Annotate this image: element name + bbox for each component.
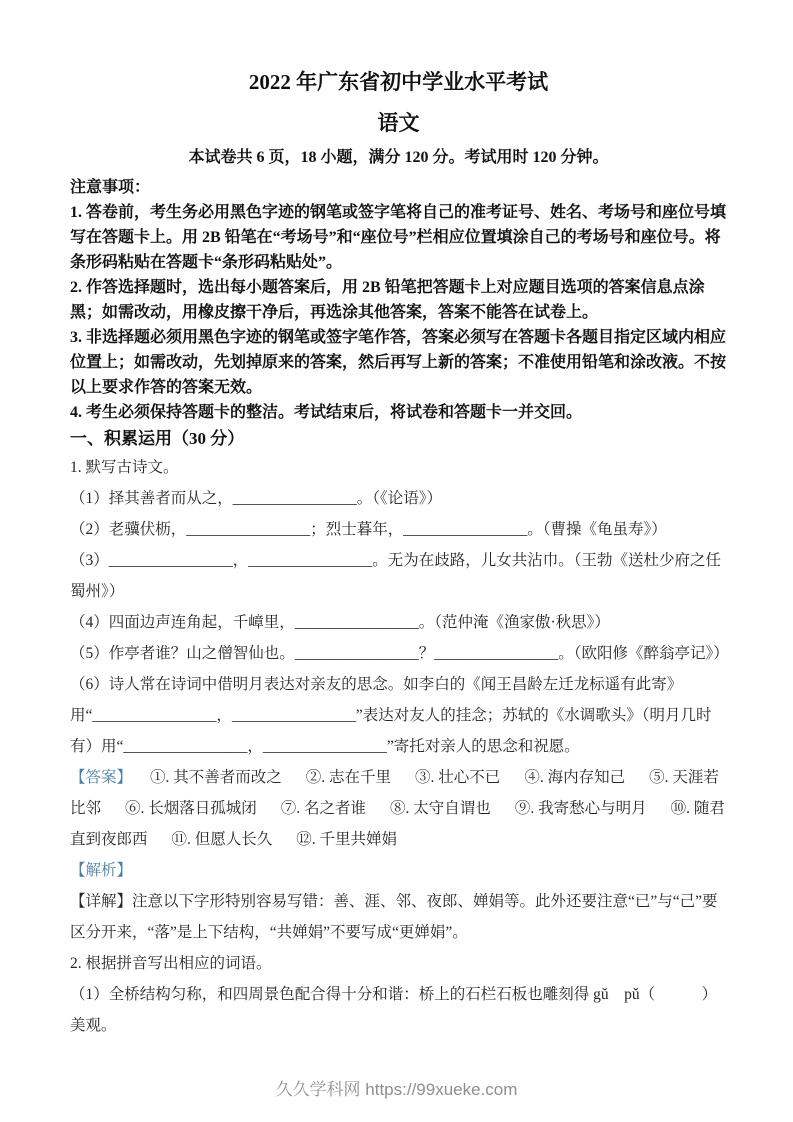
- analysis-label: 【解析】: [70, 862, 133, 879]
- exam-title: 2022 年广东省初中学业水平考试: [248, 70, 549, 94]
- answer-item: ⑪. 但愿人长久: [171, 831, 273, 848]
- answer-item: ⑫. 千里共婵娟: [296, 831, 398, 848]
- answer-item: ⑨. 我寄愁心与明月: [514, 800, 647, 817]
- question-area: [70, 452, 727, 1041]
- q1-item-5: （5）作亭者谁？山之僧智仙也。________________？________________。（欧阳修《醉翁亭记》）: [70, 645, 729, 662]
- answer-items: [70, 769, 725, 848]
- q1-stem: 1. 默写古诗文。: [70, 459, 179, 476]
- notice-item-3: 3. 非选择题必须用黑色字迹的钢笔或签字笔作答，答案必须写在答题卡各题目指定区域内相应位置上；如需改动，先划掉原来的答案，然后再写上新的答案；不准使用铅笔和涂改液。不按以上要求作答的答案无效。: [70, 329, 727, 396]
- q1-item-3: （3）________________，________________。无为在歧路，儿女共沾巾。（王勃《送杜少府之任蜀州》）: [70, 552, 722, 600]
- watermark-footer: [0, 1075, 793, 1100]
- answer-label: 【答案】: [70, 769, 133, 786]
- answer-item: ①. 其不善者而改之: [150, 769, 282, 786]
- detail-label: 【详解】: [70, 893, 133, 910]
- answer-item: ④. 海内存知己: [524, 769, 626, 786]
- q1-item-4: （4）四面边声连角起，千嶂里，________________。（范仲淹《渔家傲·秋思》）: [70, 614, 610, 631]
- q1-detail-line: [70, 886, 727, 948]
- section-one-heading: 一、积累运用（30 分）: [70, 429, 245, 448]
- notices-heading: 注意事项：: [70, 179, 151, 196]
- answer-item: ⑥. 长烟落日孤城闭: [125, 800, 257, 817]
- answer-item: ⑧. 太守自谓也: [390, 800, 491, 817]
- notice-item-2: 2. 作答选择题时，选出每小题答案后，用 2B 铅笔把答题卡上对应题目选项的答案信息点涂黑；如需改动，用橡皮擦干净后，再选涂其他答案，答案不能答在试卷上。: [70, 279, 705, 321]
- answer-item: ⑤. 天涯若比邻: [70, 769, 719, 817]
- exam-subject: 语文: [377, 111, 420, 135]
- q1-item-6: （6）诗人常在诗词中借明月表达对亲友的思念。如李白的《闻王昌龄左迁龙标遥有此寄》用“________________，________________”表达对友人的挂念；苏轼的《水调歌头》（明月几时有）用“________________，________________”寄托对亲人的思念和祝愿。: [70, 676, 712, 755]
- notices-block: [70, 175, 727, 425]
- notice-item-1: 1. 答卷前，考生务必用黑色字迹的钢笔或签字笔将自己的准考证号、姓名、考场号和座位号填写在答题卡上。用 2B 铅笔在“考场号”和“座位号”栏相应位置填涂自己的考场号和座位号。将条形码粘贴在答题卡“条形码粘贴处”。: [70, 204, 727, 271]
- answer-item: ③. 壮心不已: [415, 769, 501, 786]
- notice-item-4: 4. 考生必须保持答题卡的整洁。考试结束后，将试卷和答题卡一并交回。: [70, 404, 583, 421]
- q1-answer-line: [70, 762, 727, 855]
- exam-info-line: 本试卷共 6 页，18 小题，满分 120 分。考试用时 120 分钟。: [188, 149, 609, 166]
- q1-item-2: （2）老骥伏枥，________________；烈士暮年，________________。（曹操《龟虽寿》）: [70, 521, 667, 538]
- watermark-text: 久久学科网 https://99xueke.com: [275, 1080, 518, 1099]
- answer-item: ②. 志在千里: [305, 769, 392, 786]
- q1-item-1: （1）择其善者而从之，________________。（《论语》）: [70, 490, 443, 507]
- detail-text: 注意以下字形特别容易写错：善、涯、邻、夜郎、婵娟等。此外还要注意“已”与“己”要区分开来，“落”是上下结构，“共婵娟”不要写成“更婵娟”。: [70, 893, 718, 941]
- q1-analysis-line: [70, 855, 727, 886]
- answer-item: ⑦. 名之者谁: [280, 800, 367, 817]
- q2-item-1: （1）全桥结构匀称，和四周景色配合得十分和谐：桥上的石栏石板也雕刻得 gǔ pǔ（ ）美观。: [70, 986, 718, 1034]
- q2-stem: 2. 根据拼音写出相应的词语。: [70, 955, 272, 972]
- answer-item: ⑩. 随君直到夜郎西: [70, 800, 725, 848]
